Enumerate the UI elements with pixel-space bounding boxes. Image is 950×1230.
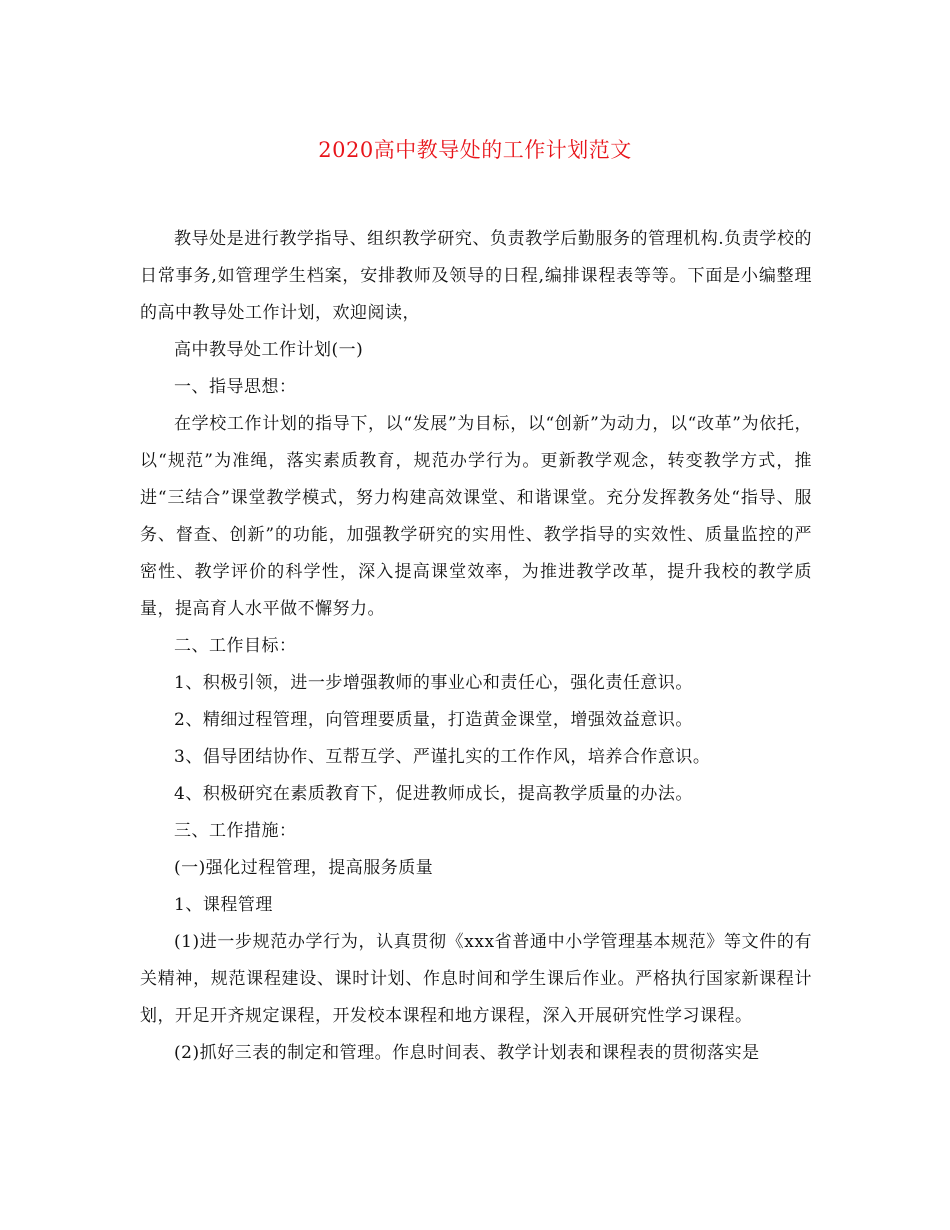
paragraph-goal-1: 1、积极引领，进一步增强教师的事业心和责任心，强化责任意识。 bbox=[174, 673, 693, 693]
paragraph-goal-2: 2、精细过程管理，向管理要质量，打造黄金课堂，增强效益意识。 bbox=[174, 710, 693, 730]
paragraph-subsection-process-management: (一)强化过程管理，提高服务质量 bbox=[174, 858, 434, 878]
document-title: 2020高中教导处的工作计划范文 bbox=[318, 138, 632, 162]
document-body bbox=[140, 221, 812, 1072]
paragraph-section-guiding-thought: 一、指导思想： bbox=[174, 377, 297, 397]
paragraph-section-work-measures: 三、工作措施： bbox=[174, 821, 297, 841]
paragraph-section-work-goals: 二、工作目标： bbox=[174, 636, 297, 656]
paragraph-guiding-thought-body: 在学校工作计划的指导下，以“发展”为目标，以“创新”为动力，以“改革”为依托，以“规范”为准绳，落实素质教育，规范办学行为。更新教学观念，转变教学方式，推进“三结合”课堂教学模式，努力构建高效课堂、和谐课堂。充分发挥教务处“指导、服务、督查、创新”的功能，加强教学研究的实用性、教学指导的实效性、质量监控的严密性、教学评价的科学性，深入提高课堂效率，为推进教学改革，提升我校的教学质量，提高育人水平做不懈努力。 bbox=[140, 414, 812, 619]
paragraph-item-course-management: 1、课程管理 bbox=[174, 895, 273, 915]
paragraph-plan-heading: 高中教导处工作计划(一) bbox=[174, 340, 364, 360]
paragraph-intro: 教导处是进行教学指导、组织教学研究、负责教学后勤服务的管理机构.负责学校的日常事务,如管理学生档案，安排教师及领导的日程,编排课程表等等。下面是小编整理的高中教导处工作计划，欢迎阅读， bbox=[140, 229, 812, 323]
paragraph-course-management-2: (2)抓好三表的制定和管理。作息时间表、教学计划表和课程表的贯彻落实是 bbox=[174, 1043, 760, 1063]
paragraph-goal-4: 4、积极研究在素质教育下，促进教师成长，提高教学质量的办法。 bbox=[174, 784, 693, 804]
paragraph-goal-3: 3、倡导团结协作、互帮互学、严谨扎实的工作作风，培养合作意识。 bbox=[174, 747, 711, 767]
paragraph-course-management-1: (1)进一步规范办学行为，认真贯彻《xxx省普通中小学管理基本规范》等文件的有关精神，规范课程建设、课时计划、作息时间和学生课后作业。严格执行国家新课程计划，开足开齐规定课程，开发校本课程和地方课程，深入开展研究性学习课程。 bbox=[140, 932, 812, 1026]
